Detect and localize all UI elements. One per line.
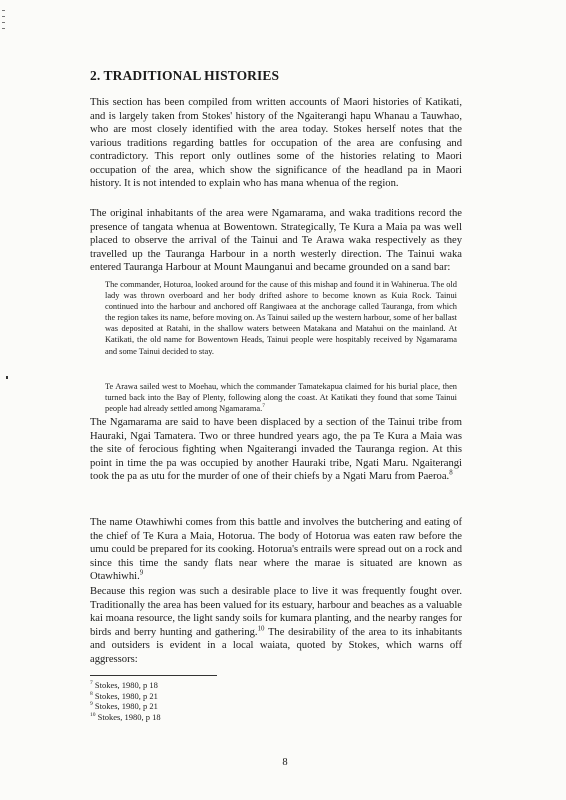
footnote-item <box>90 712 161 723</box>
scan-edge-marks <box>2 10 6 50</box>
footnotes-list <box>90 680 161 722</box>
footnote-number: 7 <box>90 680 93 687</box>
paragraph-intro: This section has been compiled from written accounts of Maori histories of Katikati, and is largely taken from Stokes' history of the Ngaiterangi hapu Whanau a Tauwhao, who are most closely identified with the area today. Stokes herself notes that the various traditions regarding battles for occupation of the area are confusing and contradictory. This report only outlines some of the histories relating to Maori occupation of the area, which show the significance of the headland pa in Maori history. It is not intended to explain who has mana whenua of the region. <box>90 97 462 189</box>
paragraph-text: The Ngamarama are said to have been displaced by a section of the Tainui tribe from Hauraki, Ngai Tamatera. Two or three hundred years ago, the pa Te Kura a Maia was the site of ferocious fighting when Ngaiterangi invaded the Tauranga region. At this point in time the pa was occupied by another Hauraki tribe, Ngati Maru. Ngaiterangi took the pa as utu for the murder of one of their chiefs by a Ngati Maru from Paeroa. <box>90 417 462 482</box>
footnote-number: 10 <box>90 711 96 718</box>
footnote-ref: 7 <box>262 403 265 410</box>
paragraph-ngamarama-displaced <box>90 416 462 484</box>
footnote-text: Stokes, 1980, p 18 <box>95 711 161 722</box>
page-number: 8 <box>282 757 288 768</box>
footnote-text: Stokes, 1980, p 21 <box>92 701 158 712</box>
footnote-text: Stokes, 1980, p 18 <box>92 680 158 690</box>
scan-speck <box>6 376 8 379</box>
paragraph-text: The name Otawhiwhi comes from this battle and involves the butchering and eating of the chief of Te Kura a Maia, Hotorua. The body of Hotorua was eaten raw before the umu could be prepared for its cooking. Hotorua's entrails were spread out on a rock and since this time the sandy flats near where the marae is situated are known as Otawhiwhi. <box>90 517 462 582</box>
footnote-item <box>90 691 161 702</box>
footnote-ref: 10 <box>257 624 265 632</box>
footnote-item <box>90 701 161 712</box>
footnote-number: 8 <box>90 690 93 697</box>
paragraph-original-inhabitants: The original inhabitants of the area were Ngamarama, and waka traditions record the presence of tangata whenua at Bowentown. Strategically, Te Kura a Maia pa was well placed to observe the arrival of the Tainui and Te Arawa waka respectively as they travelled up the Tauranga Harbour in a north westerly direction. The Tainui waka entered Tauranga Harbour at Mount Maunganui and became grounded on a sand bar: <box>90 208 462 273</box>
block-quote-te-arawa <box>105 381 457 414</box>
footnote-number: 9 <box>90 701 93 708</box>
footnote-ref: 8 <box>449 469 453 477</box>
footnote-ref: 9 <box>139 569 144 577</box>
paragraph-otawhiwhi <box>90 516 462 584</box>
paragraph-text: Because this region was such a desirable place to live it was frequently fought over. Traditionally the area has been valued for its estuary, harbour and beaches as a valuable kai moana resource, the light sandy soils for kumara planting, and the nearby ranges for birds and berry hunting and gathering. <box>90 586 462 638</box>
footnote-text: Stokes, 1980, p 21 <box>92 690 158 701</box>
footnote-item <box>90 680 161 691</box>
quote-text: Te Arawa sailed west to Moehau, which the commander Tamatekapua claimed for his burial place, then turned back into the Bay of Plenty, following along the coast. At Katikati they found that some Tainui people had already settled among Ngamarama. <box>105 382 457 414</box>
paragraph-desirable-region <box>90 585 462 666</box>
paragraph-text-cont: The desirability of the area to its inhabitants and outsiders is evident in a local waiata, quoted by Stokes, which warns off aggressors: <box>90 626 462 665</box>
footnote-divider <box>90 675 217 676</box>
block-quote-tainui: The commander, Hoturoa, looked around for the cause of this mishap and found it in Wahinerua. The old lady was thrown overboard and her body drifted ashore to become known as Kuia Rock. Tainui continued into the harbour and anchored off Rangiwaea at the anchorage called Tauranga, from which the region takes its name, before moving on. As Tainui sailed up the western harbour, some of her ballast was deposited at Ratahi, in the shallow waters between Matakana and Matahui on the mainland. At Katikati, the old name for Bowentown Heads, Tainui people were hospitably received by Ngamarama and some Tainui decided to stay. <box>105 280 457 356</box>
section-heading: 2. TRADITIONAL HISTORIES <box>90 68 280 83</box>
